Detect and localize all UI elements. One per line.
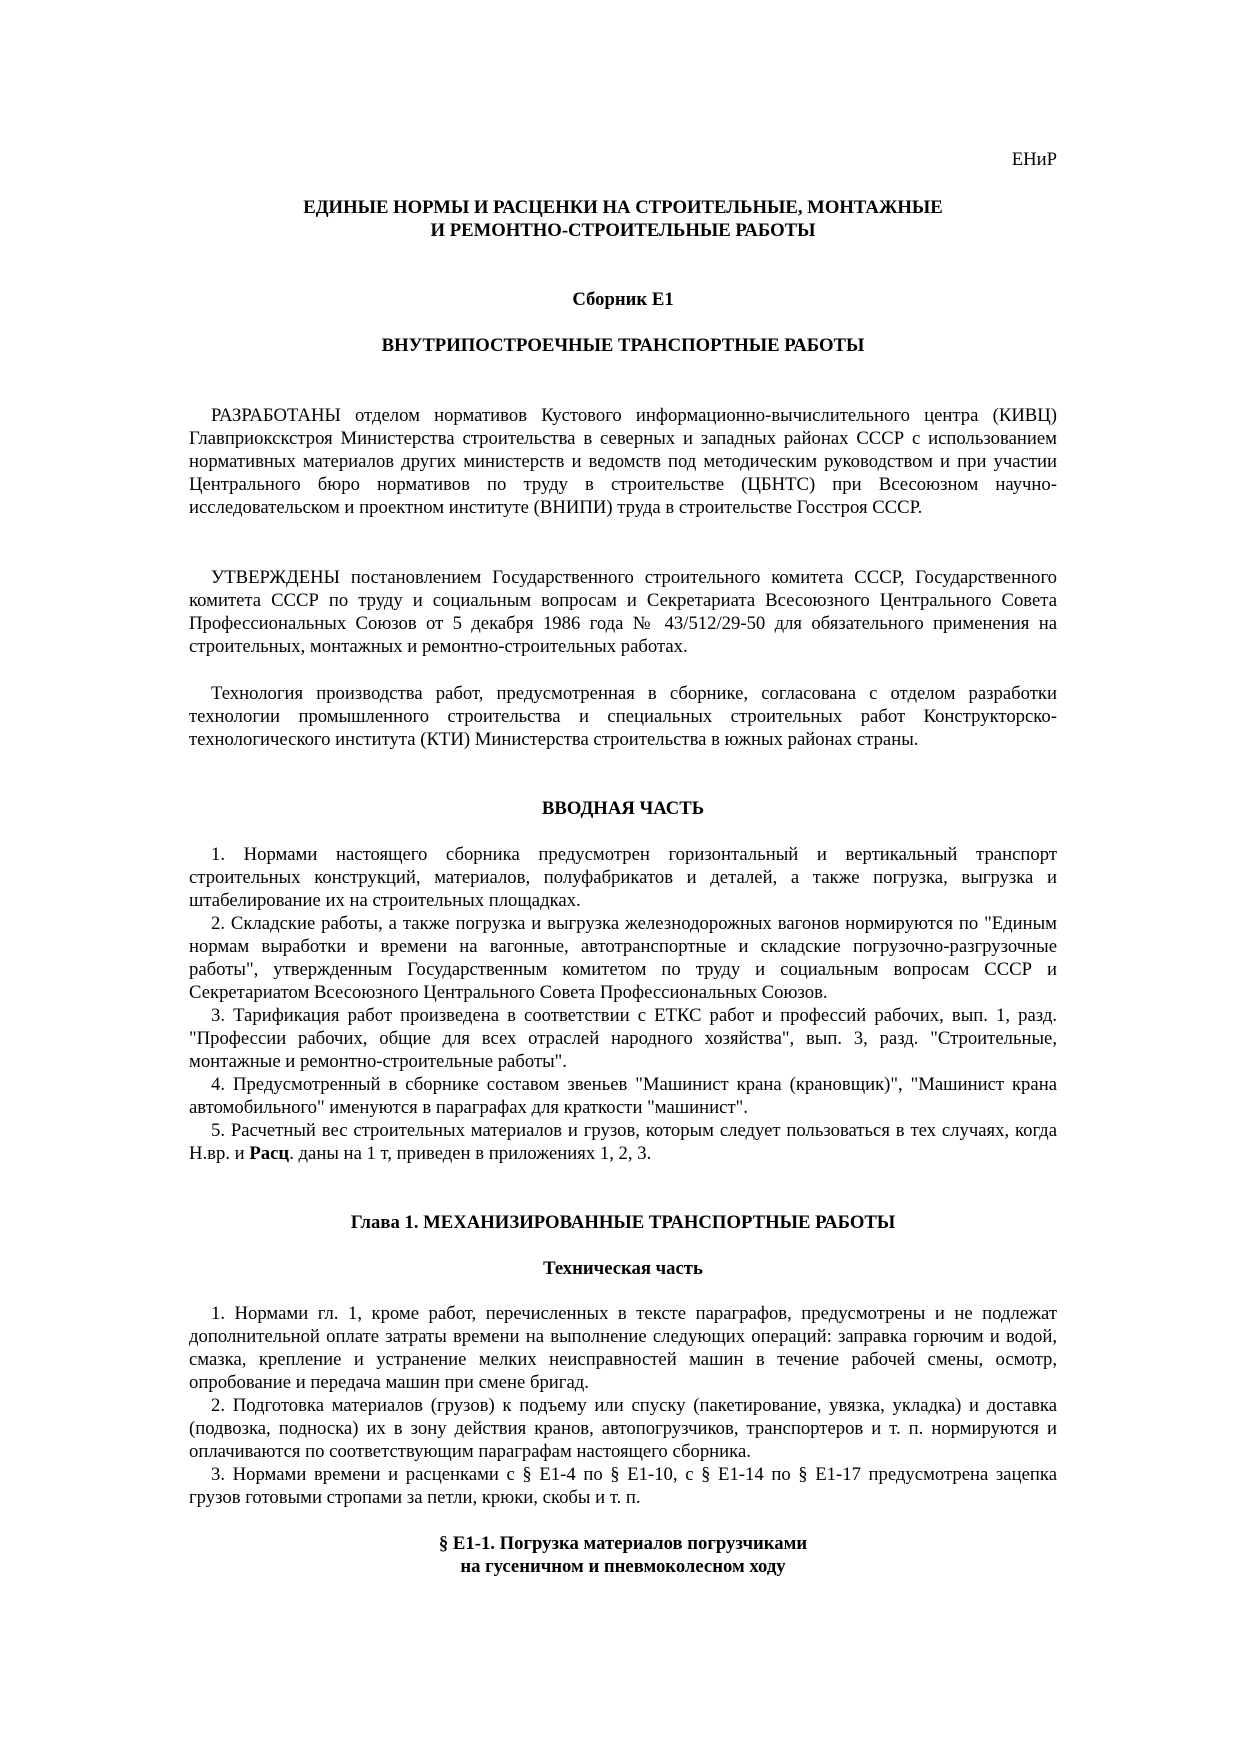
document-code: ЕНиР bbox=[1011, 149, 1057, 170]
intro-item: 2. Складские работы, а также погрузка и выгрузка железнодорожных вагонов нормируются по "Единым нормам выработки и времени на вагонные, автотранспортные и складские погрузочно-разгрузочные работы", утвержденным Государственным комитетом по труду и социальным вопросам СССР и Секретариатом Всесоюзного Центрального Совета Профессиональных Союзов. bbox=[189, 913, 1057, 1003]
intro-item: 1. Нормами настоящего сборника предусмотрен горизонтальный и вертикальный транспорт строительных конструкций, материалов, полуфабрикатов и деталей, а также погрузка, выгрузка и штабелирование их на строительных площадках. bbox=[189, 844, 1057, 911]
intro-list bbox=[189, 843, 1057, 1165]
main-title-line-1: ЕДИНЫЕ НОРМЫ И РАСЦЕНКИ НА СТРОИТЕЛЬНЫЕ, МОНТАЖНЫЕ bbox=[303, 197, 943, 218]
technology-paragraph: Технология производства работ, предусмотренная в сборнике, согласована с отделом разработки технологии промышленного строительства и специальных строительных работ Конструкторско-технологического института (КТИ) Министерства строительства в южных районах страны. bbox=[189, 683, 1057, 750]
intro-item-5 bbox=[189, 1119, 1057, 1165]
intro-heading: ВВОДНАЯ ЧАСТЬ bbox=[541, 798, 705, 819]
tech-item: 3. Нормами времени и расценками с § Е1-4 по § Е1-10, с § Е1-14 по § Е1-17 предусмотрена зацепка грузов готовыми стропами за петли, крюки, скобы и т. п. bbox=[189, 1464, 1057, 1508]
developed-paragraph: РАЗРАБОТАНЫ отделом нормативов Кустового информационно-вычислительного центра (КИВЦ) Главприокскстроя Министерства строительства в северных и западных районах СССР с использованием нормативных материалов других министерств и ведомств под методическим руководством и при участии Центрального бюро нормативов по труду в строительстве (ЦБНТС) при Всесоюзном научно-исследовательском и проектном институте (ВНИПИ) труда в строительстве Госстроя СССР. bbox=[189, 405, 1057, 518]
main-title bbox=[189, 196, 1057, 242]
intro-item-5-rate-abbrev: Расц bbox=[249, 1143, 290, 1164]
tech-item: 2. Подготовка материалов (грузов) к подъему или спуску (пакетирование, увязка, укладка) и доставка (подвозка, подноска) их в зону действия кранов, автопогрузчиков, транспортеров и т. п. нормируются и оплачиваются по соответствующим параграфам настоящего сборника. bbox=[189, 1395, 1057, 1462]
tech-part-heading: Техническая часть bbox=[543, 1258, 703, 1279]
tech-list bbox=[189, 1302, 1057, 1509]
intro-item-5-text-a: 5. Расчетный вес строительных материалов и грузов, которым следует пользоваться в тех случаях, когда Н.вр. и bbox=[189, 1120, 1057, 1164]
section-heading-line-2: на гусеничном и пневмоколесном ходу bbox=[460, 1556, 786, 1577]
collection-number: Сборник Е1 bbox=[572, 289, 674, 310]
chapter-heading: Глава 1. МЕХАНИЗИРОВАННЫЕ ТРАНСПОРТНЫЕ РАБОТЫ bbox=[350, 1212, 896, 1233]
tech-item: 1. Нормами гл. 1, кроме работ, перечисленных в тексте параграфов, предусмотрены и не подлежат дополнительной оплате затраты времени на выполнение следующих операций: заправка горючим и водой, смазка, крепление и устранение мелких неисправностей машин в течение рабочей смены, осмотр, опробование и передача машин при смене бригад. bbox=[189, 1303, 1057, 1393]
intro-item-5-text-b: . даны на 1 т, приведен в приложениях 1, 2, 3. bbox=[289, 1143, 652, 1164]
approved-paragraph: УТВЕРЖДЕНЫ постановлением Государственного строительного комитета СССР, Государственного комитета СССР по труду и социальным вопросам и Секретариата Всесоюзного Центрального Совета Профессиональных Союзов от 5 декабря 1986 года № 43/512/29-50 для обязательного применения на строительных, монтажных и ремонтно-строительных работах. bbox=[189, 567, 1057, 657]
intro-item: 3. Тарификация работ произведена в соответствии с ЕТКС работ и профессий рабочих, вып. 1, разд. "Профессии рабочих, общие для всех отраслей народного хозяйства", вып. 3, разд. "Строительные, монтажные и ремонтно-строительные работы". bbox=[189, 1005, 1057, 1072]
section-heading bbox=[189, 1532, 1057, 1578]
intro-item: 4. Предусмотренный в сборнике составом звеньев "Машинист крана (крановщик)", "Машинист крана автомобильного" именуются в параграфах для краткости "машинист". bbox=[189, 1074, 1057, 1118]
section-heading-line-1: § Е1-1. Погрузка материалов погрузчиками bbox=[438, 1533, 808, 1554]
collection-title: ВНУТРИПОСТРОЕЧНЫЕ ТРАНСПОРТНЫЕ РАБОТЫ bbox=[381, 335, 865, 356]
main-title-line-2: И РЕМОНТНО-СТРОИТЕЛЬНЫЕ РАБОТЫ bbox=[430, 220, 816, 241]
